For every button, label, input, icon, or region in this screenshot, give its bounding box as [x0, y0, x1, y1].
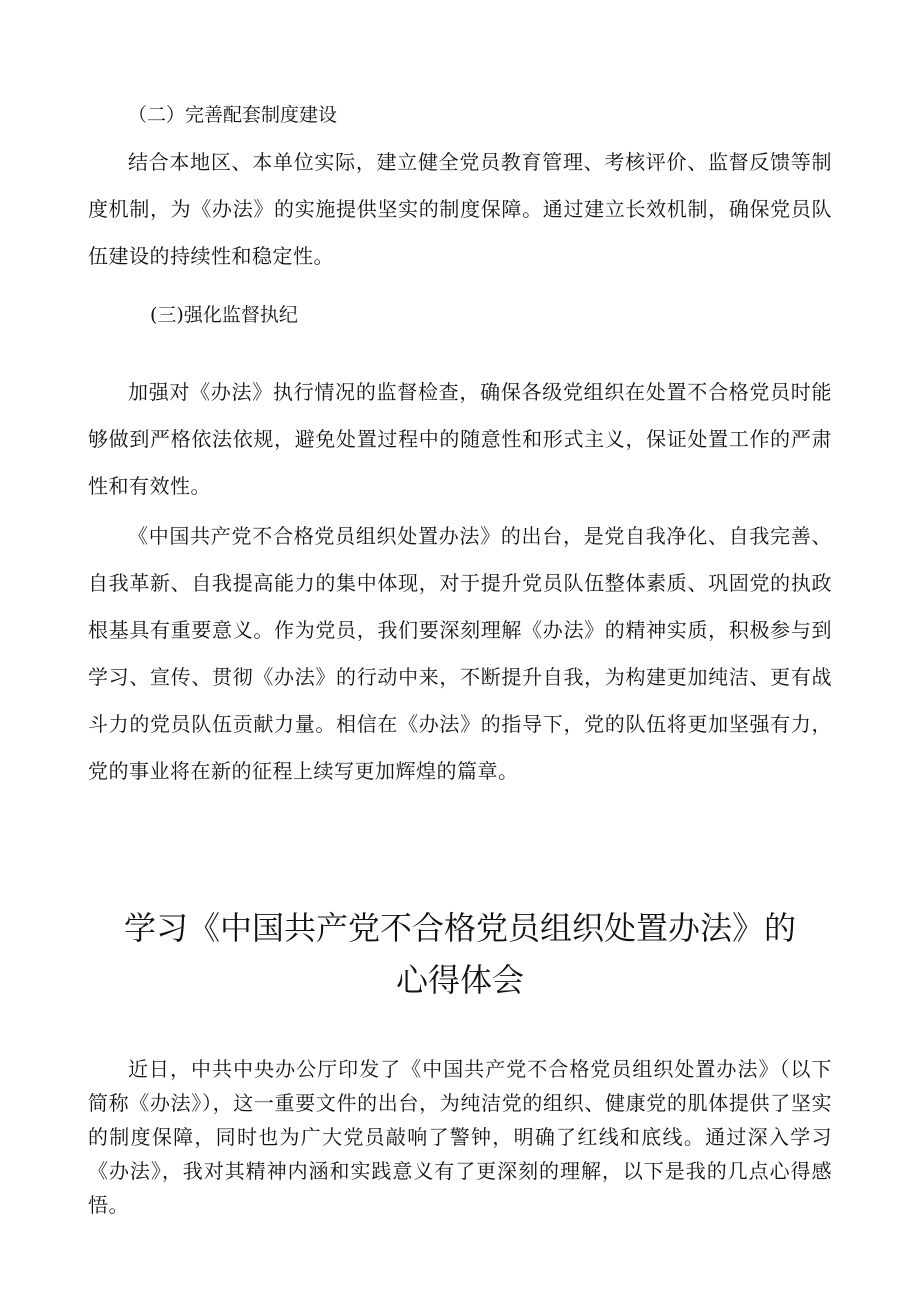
- section-two-paragraph: 结合本地区、本单位实际，建立健全党员教育管理、考核评价、监督反馈等制度机制，为《办法》的实施提供坚实的制度保障。通过建立长效机制，确保党员队伍建设的持续性和稳定性。: [88, 150, 832, 268]
- section-two-heading: （二）完善配套制度建设: [128, 104, 338, 126]
- section-three-heading: (三)强化监督执纪: [150, 304, 298, 326]
- section-three-paragraph: 加强对《办法》执行情况的监督检查，确保各级党组织在处置不合格党员时能够做到严格依法依规，避免处置过程中的随意性和形式主义，保证处置工作的严肃性和有效性。: [88, 380, 832, 498]
- article-title-line-1: 学习《中国共产党不合格党员组织处置办法》的: [123, 909, 796, 947]
- article-intro-paragraph: 近日，中共中央办公厅印发了《中国共产党不合格党员组织处置办法》（以下简称《办法》），这一重要文件的出台，为纯洁党的组织、健康党的肌体提供了坚实的制度保障，同时也为广大党员敲响了警钟，明确了红线和底线。通过深入学习《办法》，我对其精神内涵和实践意义有了更深刻的理解，以下是我的几点心得感悟。: [88, 1057, 832, 1217]
- conclusion-paragraph: 《中国共产党不合格党员组织处置办法》的出台，是党自我净化、自我完善、自我革新、自我提高能力的集中体现，对于提升党员队伍整体素质、巩固党的执政根基具有重要意义。作为党员，我们要深刻理解《办法》的精神实质，积极参与到学习、宣传、贯彻《办法》的行动中来，不断提升自我，为构建更加纯洁、更有战斗力的党员队伍贡献力量。相信在《办法》的指导下，党的队伍将更加坚强有力，党的事业将在新的征程上续写更加辉煌的篇章。: [88, 524, 832, 783]
- article-title-line-2: 心得体会: [395, 961, 524, 999]
- article-title: [60, 902, 860, 1006]
